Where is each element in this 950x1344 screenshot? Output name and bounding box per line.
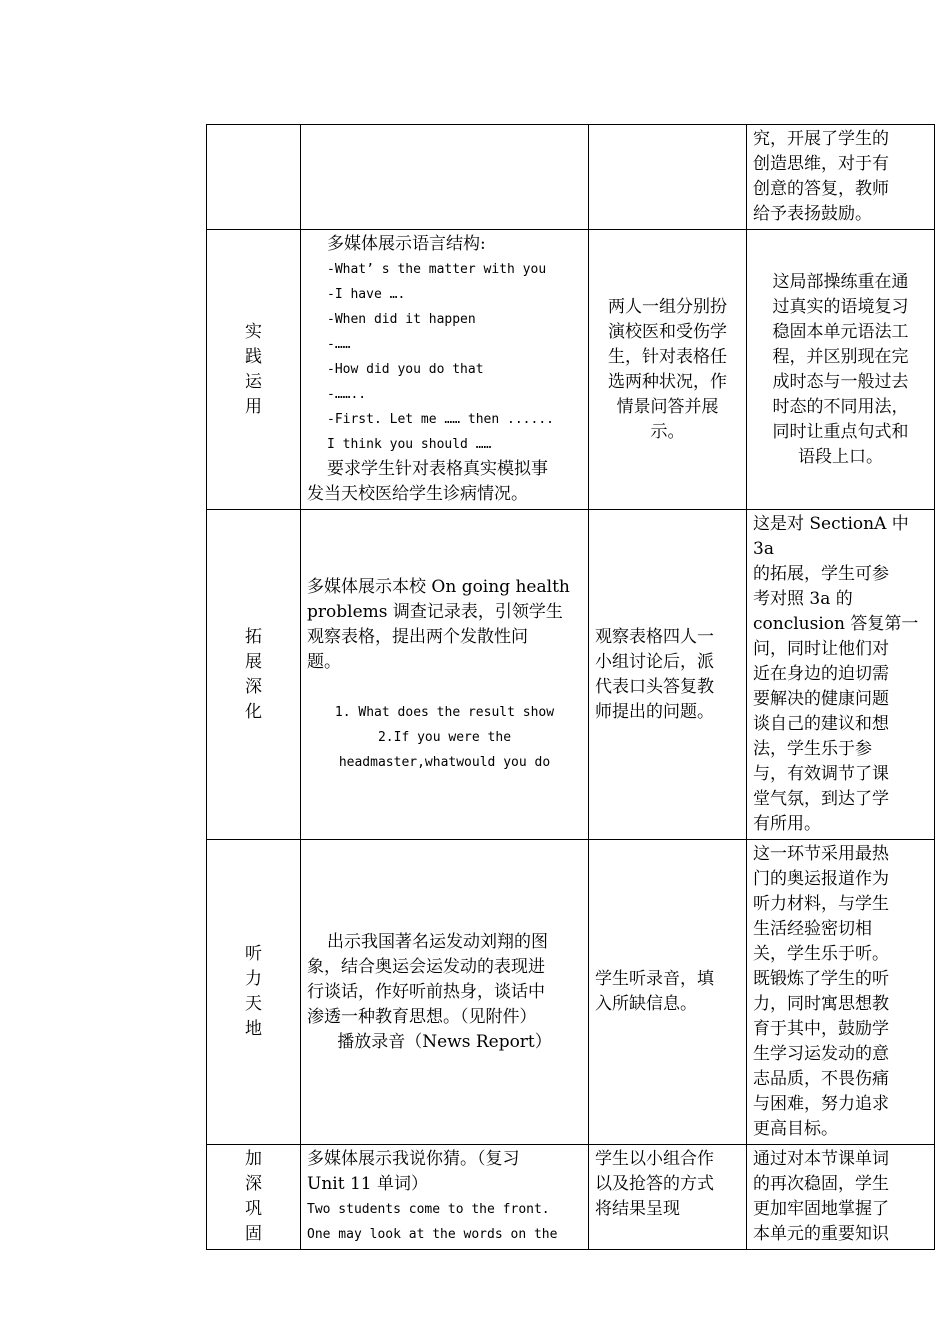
purpose-line: 关，学生乐于听。 (753, 944, 889, 964)
stage-cell (207, 510, 301, 840)
stage-char: 固 (245, 1224, 262, 1244)
student-line: 将结果呈现 (595, 1199, 680, 1219)
stage-char: 巩 (245, 1199, 262, 1219)
purpose-line: 门的奥运报道作为 (753, 869, 889, 889)
purpose-cell (747, 1145, 935, 1250)
teacher-cell (301, 510, 589, 840)
student-line: 两人一组分别扮 (608, 296, 727, 317)
student-line: 示。 (650, 421, 685, 442)
stage-char: 地 (245, 1019, 262, 1039)
stage-char: 天 (245, 994, 262, 1014)
teacher-line: 观察表格，提出两个发散性问 (307, 626, 528, 647)
purpose-line: 力，同时寓思想教 (753, 994, 889, 1014)
student-cell (589, 1145, 747, 1250)
purpose-line: 法，学生乐于参 (753, 739, 872, 759)
stage-char: 践 (245, 346, 262, 367)
purpose-line: 既锻炼了学生的听 (753, 969, 889, 989)
purpose-line: 同时让重点句式和 (772, 421, 909, 442)
purpose-line: 生活经验密切相 (753, 919, 872, 939)
teacher-title: 多媒体展示语言结构: (327, 234, 486, 254)
language-structure-line: -First. Let me …… then ...... (327, 412, 554, 427)
stage-cell (207, 840, 301, 1145)
language-structure-line: -How did you do that (327, 362, 484, 377)
student-line: 学生以小组合作 (595, 1149, 714, 1169)
purpose-line: 志品质，不畏伤痛 (753, 1069, 889, 1089)
language-structure-line: -…….. (327, 387, 367, 402)
stage-cell (207, 125, 301, 230)
teacher-cell (301, 230, 589, 510)
table-row (207, 125, 935, 230)
stage-char: 听 (245, 944, 262, 964)
purpose-line: 语段上口。 (798, 446, 883, 467)
purpose-line: 的拓展，学生可参 (753, 564, 889, 584)
language-structure-line: -What’ s the matter with you (327, 262, 547, 277)
purpose-line: 成时态与一般过去 (772, 371, 909, 392)
teacher-line: 多媒体展示本校 On going health (307, 576, 570, 597)
stage-char: 用 (245, 396, 262, 417)
table-row (207, 230, 935, 510)
language-structure-line: -…… (327, 337, 351, 352)
teacher-line: problems 调查记录表，引领学生 (307, 601, 563, 622)
student-cell (589, 510, 747, 840)
purpose-line: 通过对本节课单词 (753, 1149, 889, 1169)
teacher-line: 多媒体展示我说你猜。（复习 (307, 1149, 520, 1169)
student-cell (589, 840, 747, 1145)
purpose-line: 要解决的健康问题 (753, 689, 889, 709)
student-line: 生，针对表格任 (608, 346, 727, 367)
table-row (207, 1145, 935, 1250)
question-line: headmaster,whatwould you do (338, 754, 551, 770)
teacher-line: 播放录音（News Report） (337, 1031, 552, 1052)
purpose-line: 听力材料，与学生 (753, 894, 889, 914)
purpose-line: 这局部操练重在通 (772, 271, 909, 292)
purpose-line: 更加牢固地掌握了 (753, 1199, 889, 1219)
teacher-line: 行谈话，作好听前热身，谈话中 (307, 981, 545, 1002)
stage-char: 深 (245, 676, 262, 697)
student-line: 观察表格四人一 (595, 626, 714, 647)
teacher-line: One may look at the words on the (307, 1227, 558, 1242)
purpose-cell (747, 230, 935, 510)
lesson-plan-table (206, 124, 935, 1250)
teacher-line: Unit 11 单词） (307, 1174, 428, 1194)
purpose-line: 这是对 SectionA 中 3a (753, 514, 909, 559)
purpose-line: 近在身边的迫切需 (753, 664, 889, 684)
student-line: 情景问答并展 (616, 396, 719, 417)
teacher-line: 渗透一种教育思想。（见附件） (307, 1006, 537, 1027)
teacher-line: 题。 (307, 651, 341, 672)
stage-char: 深 (245, 1174, 262, 1194)
purpose-line: 程，并区别现在完 (772, 346, 909, 367)
teacher-line: 象，结合奥运会运发动的表现进 (307, 956, 545, 977)
teacher-note-line: 发当天校医给学生诊病情况。 (307, 484, 528, 504)
student-line: 选两种状况，作 (608, 371, 727, 392)
student-line: 学生听录音，填 (595, 969, 714, 989)
teacher-line: Two students come to the front. (307, 1202, 550, 1217)
purpose-line: 谈自己的建议和想 (753, 714, 889, 734)
purpose-line: 过真实的语境复习 (772, 296, 909, 317)
stage-char: 力 (245, 969, 262, 989)
student-line: 入所缺信息。 (595, 994, 697, 1014)
teacher-cell (301, 1145, 589, 1250)
stage-char: 实 (245, 321, 262, 342)
stage-cell (207, 230, 301, 510)
question-line: 2.If you were the (377, 729, 512, 745)
student-line: 代表口头答复教 (595, 676, 714, 697)
purpose-line: 更高目标。 (753, 1119, 838, 1139)
language-structure-line: -When did it happen (327, 312, 476, 327)
table-row (207, 840, 935, 1145)
language-structure-line: -I have …. (327, 287, 406, 302)
purpose-line: 与困难，努力追求 (753, 1094, 889, 1114)
purpose-line: 这一环节采用最热 (753, 844, 889, 864)
purpose-cell (747, 840, 935, 1145)
purpose-line: 问，同时让他们对 (753, 639, 889, 659)
purpose-line: 究，开展了学生的 (753, 129, 889, 149)
teacher-cell (301, 125, 589, 230)
purpose-line: 时态的不同用法， (772, 396, 909, 417)
purpose-line: 生学习运发动的意 (753, 1044, 889, 1064)
teacher-line: 出示我国著名运发动刘翔的图 (327, 931, 548, 952)
stage-char: 化 (245, 701, 262, 722)
purpose-line: 堂气氛，到达了学 (753, 789, 889, 809)
student-line: 小组讨论后，派 (595, 651, 714, 672)
stage-cell (207, 1145, 301, 1250)
table-row (207, 510, 935, 840)
stage-char: 展 (245, 651, 262, 672)
purpose-line: 育于其中，鼓励学 (753, 1019, 889, 1039)
question-line: 1. What does the result show (334, 704, 555, 720)
student-line: 以及抢答的方式 (595, 1174, 714, 1194)
purpose-line: conclusion 答复第一 (753, 614, 919, 634)
student-cell (589, 230, 747, 510)
teacher-cell (301, 840, 589, 1145)
purpose-cell (747, 125, 935, 230)
stage-char: 运 (245, 371, 262, 392)
purpose-line: 给予表扬鼓励。 (753, 204, 872, 224)
student-cell (589, 125, 747, 230)
stage-char: 加 (245, 1149, 262, 1169)
student-line: 演校医和受伤学 (608, 321, 727, 342)
purpose-line: 有所用。 (753, 814, 821, 834)
purpose-cell (747, 510, 935, 840)
teacher-note-line: 要求学生针对表格真实模拟事 (327, 459, 548, 479)
language-structure-line: I think you should …… (327, 437, 492, 452)
purpose-line: 本单元的重要知识 (753, 1224, 889, 1244)
purpose-line: 的再次稳固，学生 (753, 1174, 889, 1194)
stage-char: 拓 (245, 626, 262, 647)
purpose-line: 稳固本单元语法工 (772, 321, 909, 342)
purpose-line: 与，有效调节了课 (753, 764, 889, 784)
purpose-line: 考对照 3a 的 (753, 589, 853, 609)
purpose-line: 创造思维，对于有 (753, 154, 889, 174)
student-line: 师提出的问题。 (595, 701, 714, 722)
purpose-line: 创意的答复，教师 (753, 179, 889, 199)
